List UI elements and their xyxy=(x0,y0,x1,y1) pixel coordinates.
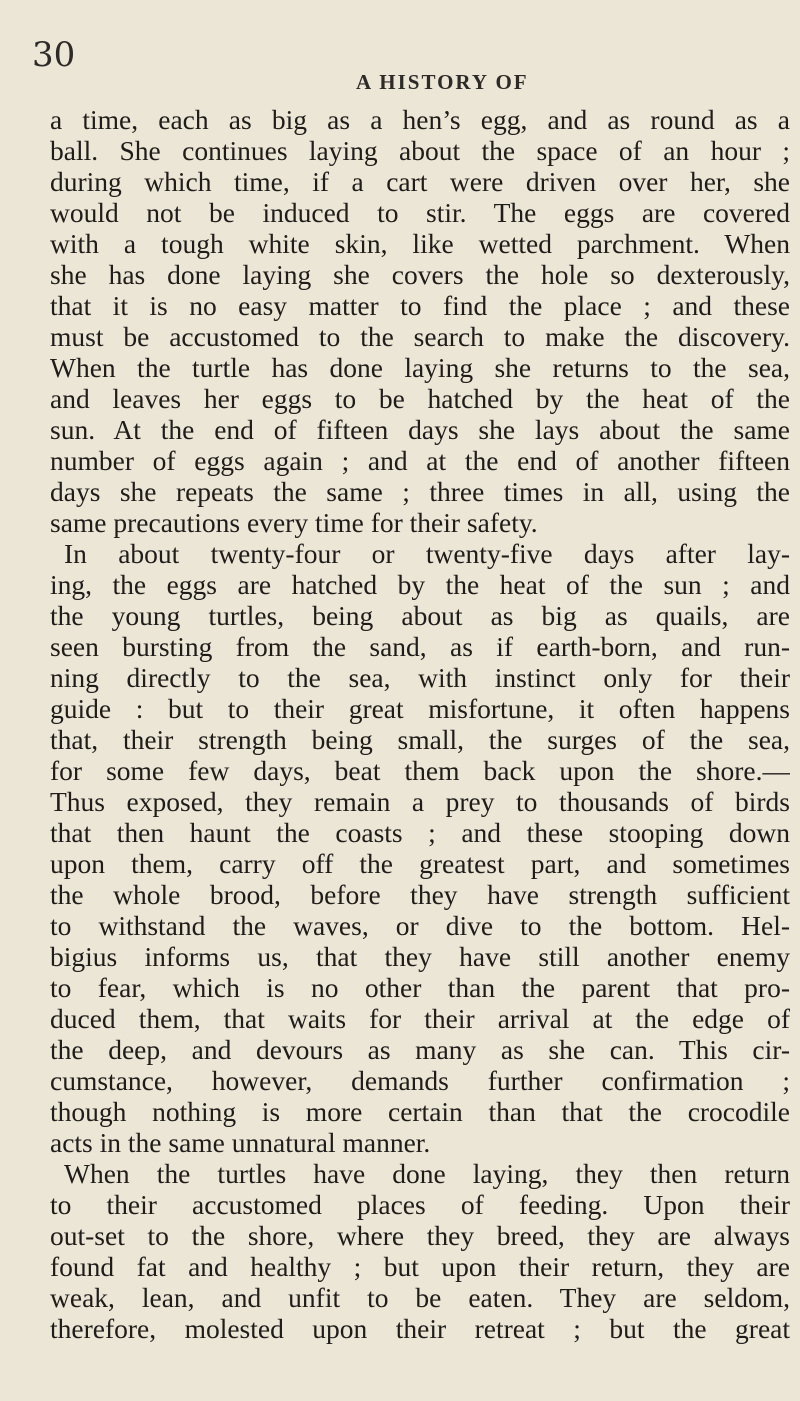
text-line: to withstand the waves, or dive to the bottom. Hel- xyxy=(50,910,790,941)
text-line: days she repeats the same ; three times in all, using the xyxy=(50,476,790,507)
text-line: though nothing is more certain than that the crocodile xyxy=(50,1096,790,1127)
text-line: weak, lean, and unfit to be eaten. They are seldom, xyxy=(50,1282,790,1313)
text-line: number of eggs again ; and at the end of another fifteen xyxy=(50,445,790,476)
text-line: that then haunt the coasts ; and these stooping down xyxy=(50,817,790,848)
text-line: with a tough white skin, like wetted parchment. When xyxy=(50,228,790,259)
text-line: the deep, and devours as many as she can. This cir- xyxy=(50,1034,790,1065)
text-line: to their accustomed places of feeding. Upon their xyxy=(50,1189,790,1220)
text-line: and leaves her eggs to be hatched by the heat of the xyxy=(50,383,790,414)
text-line: that, their strength being small, the surges of the sea, xyxy=(50,724,790,755)
text-line: Thus exposed, they remain a prey to thousands of birds xyxy=(50,786,790,817)
text-line: seen bursting from the sand, as if earth-born, and run- xyxy=(50,631,790,662)
text-line: therefore, molested upon their retreat ; but the great xyxy=(50,1313,790,1344)
page-number: 30 xyxy=(32,35,76,75)
text-line: ning directly to the sea, with instinct only for their xyxy=(50,662,790,693)
text-line: the whole brood, before they have strength sufficient xyxy=(50,879,790,910)
text-line: When the turtles have done laying, they then return xyxy=(64,1158,790,1189)
text-line: same precautions every time for their safety. xyxy=(50,507,538,538)
text-line: duced them, that waits for their arrival at the edge of xyxy=(50,1003,790,1034)
text-line: out-set to the shore, where they breed, they are always xyxy=(50,1220,790,1251)
text-line: for some few days, beat them back upon the shore.— xyxy=(50,755,790,786)
running-head: A HISTORY OF xyxy=(356,70,529,94)
text-line: a time, each as big as a hen’s egg, and as round as a xyxy=(50,104,790,135)
text-line: In about twenty-four or twenty-five days after lay- xyxy=(64,538,790,569)
text-line: would not be induced to stir. The eggs are covered xyxy=(50,197,790,228)
text-line: guide : but to their great misfortune, it often happens xyxy=(50,693,790,724)
text-line: cumstance, however, demands further confirmation ; xyxy=(50,1065,790,1096)
text-line: she has done laying she covers the hole so dexterously, xyxy=(50,259,790,290)
text-line: that it is no easy matter to find the place ; and these xyxy=(50,290,790,321)
body-text xyxy=(50,104,790,1344)
text-line: sun. At the end of fifteen days she lays about the same xyxy=(50,414,790,445)
text-line: during which time, if a cart were driven over her, she xyxy=(50,166,790,197)
text-line: bigius informs us, that they have still another enemy xyxy=(50,941,790,972)
text-line: ing, the eggs are hatched by the heat of the sun ; and xyxy=(50,569,790,600)
text-line: When the turtle has done laying she returns to the sea, xyxy=(50,352,790,383)
text-line: upon them, carry off the greatest part, and sometimes xyxy=(50,848,790,879)
text-line: acts in the same unnatural manner. xyxy=(50,1127,431,1158)
text-line: found fat and healthy ; but upon their return, they are xyxy=(50,1251,790,1282)
text-line: ball. She continues laying about the space of an hour ; xyxy=(50,135,790,166)
text-line: must be accustomed to the search to make the discovery. xyxy=(50,321,790,352)
text-line: the young turtles, being about as big as quails, are xyxy=(50,600,790,631)
text-line: to fear, which is no other than the parent that pro- xyxy=(50,972,790,1003)
